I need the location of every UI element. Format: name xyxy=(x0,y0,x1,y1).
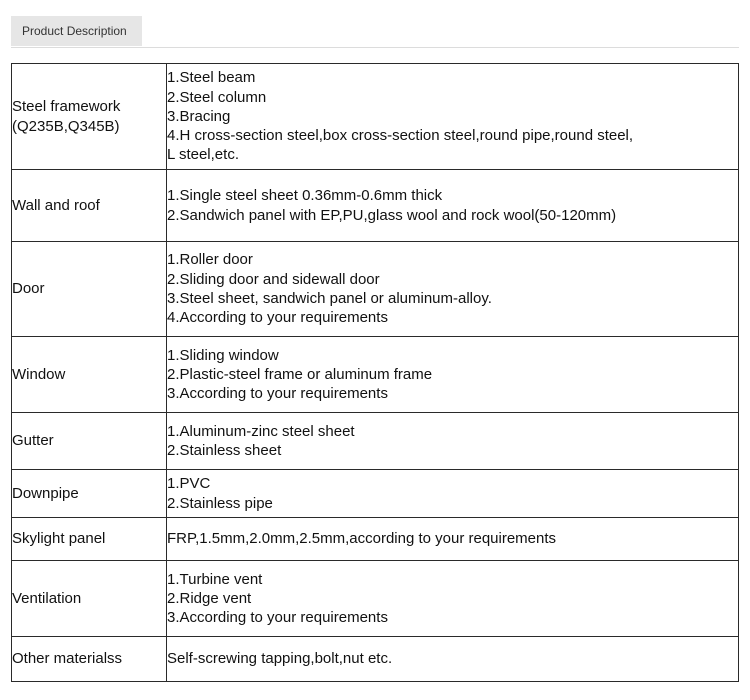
spec-label-text: Downpipe xyxy=(12,484,79,502)
spec-value-line: FRP,1.5mm,2.0mm,2.5mm,according to your requirements xyxy=(167,530,557,548)
spec-value-line: 1.Single steel sheet 0.36mm-0.6mm thick xyxy=(167,187,443,205)
spec-value-cell xyxy=(167,637,739,682)
spec-value-cell xyxy=(167,337,739,413)
spec-value-line: 2.Stainless pipe xyxy=(167,494,273,512)
spec-value-line: 1.PVC xyxy=(167,475,211,493)
spec-label-text: Wall and roof xyxy=(12,196,100,214)
spec-value-line: 2.Stainless sheet xyxy=(167,442,282,459)
spec-label-text: Window xyxy=(12,365,66,383)
spec-label-text: Other materialss xyxy=(12,650,123,668)
spec-value-cell xyxy=(167,518,739,561)
spec-value-cell xyxy=(167,242,739,337)
spec-value-line: 2.Ridge vent xyxy=(167,589,252,607)
section-header xyxy=(11,0,739,48)
spec-table xyxy=(11,63,739,682)
tab-product-description[interactable] xyxy=(11,16,142,46)
spec-value-line: 3.Bracing xyxy=(167,107,231,125)
spec-value-cell xyxy=(167,470,739,518)
spec-table-body xyxy=(12,64,739,682)
spec-value-line: 2.Sliding door and sidewall door xyxy=(167,270,380,288)
spec-label-cell xyxy=(12,413,167,470)
spec-label-cell xyxy=(12,242,167,337)
spec-label-text: Ventilation xyxy=(12,589,82,607)
tab-label: Product Description xyxy=(22,24,127,38)
spec-value-line: 1.Aluminum-zinc steel sheet xyxy=(167,422,355,440)
spec-value-line: 2.Plastic-steel frame or aluminum frame xyxy=(167,365,433,383)
spec-value-cell xyxy=(167,561,739,637)
spec-row xyxy=(12,518,739,561)
spec-value-line: 4.H cross-section steel,box cross-section steel,round pipe,round steel, xyxy=(167,127,634,145)
spec-value-line: 3.According to your requirements xyxy=(167,385,388,403)
spec-value-line: 2.Sandwich panel with EP,PU,glass wool and rock wool(50-120mm) xyxy=(167,206,617,224)
spec-value-line: 1.Turbine vent xyxy=(167,570,263,588)
spec-row xyxy=(12,64,739,170)
spec-label-text: Skylight panel xyxy=(12,530,106,548)
spec-row xyxy=(12,242,739,337)
spec-row xyxy=(12,637,739,682)
spec-value-line: Self-screwing tapping,bolt,nut etc. xyxy=(167,650,393,668)
spec-row xyxy=(12,561,739,637)
spec-label-cell xyxy=(12,470,167,518)
spec-label-cell xyxy=(12,561,167,637)
spec-row xyxy=(12,470,739,518)
spec-label-text: Door xyxy=(12,280,45,298)
spec-label-text: (Q235B,Q345B) xyxy=(12,117,120,135)
spec-value-line: 3.According to your requirements xyxy=(167,609,388,627)
spec-value-line: L steel,etc. xyxy=(167,146,239,164)
spec-value-line: 3.Steel sheet, sandwich panel or aluminum-alloy. xyxy=(167,290,492,307)
spec-value-line: 1.Roller door xyxy=(167,251,253,269)
spec-row xyxy=(12,413,739,470)
spec-value-line: 4.According to your requirements xyxy=(167,309,388,327)
spec-label-cell xyxy=(12,64,167,170)
spec-value-line: 1.Sliding window xyxy=(167,346,279,364)
spec-label-cell xyxy=(12,170,167,242)
spec-label-cell xyxy=(12,337,167,413)
spec-label-cell xyxy=(12,518,167,561)
spec-label-text: Steel framework xyxy=(12,98,121,116)
spec-value-line: 1.Steel beam xyxy=(167,69,256,87)
spec-label-text: Gutter xyxy=(12,432,54,450)
spec-value-line: 2.Steel column xyxy=(167,88,267,106)
spec-value-cell xyxy=(167,413,739,470)
spec-row xyxy=(12,337,739,413)
spec-value-cell xyxy=(167,64,739,170)
spec-row xyxy=(12,170,739,242)
spec-label-cell xyxy=(12,637,167,682)
spec-value-cell xyxy=(167,170,739,242)
